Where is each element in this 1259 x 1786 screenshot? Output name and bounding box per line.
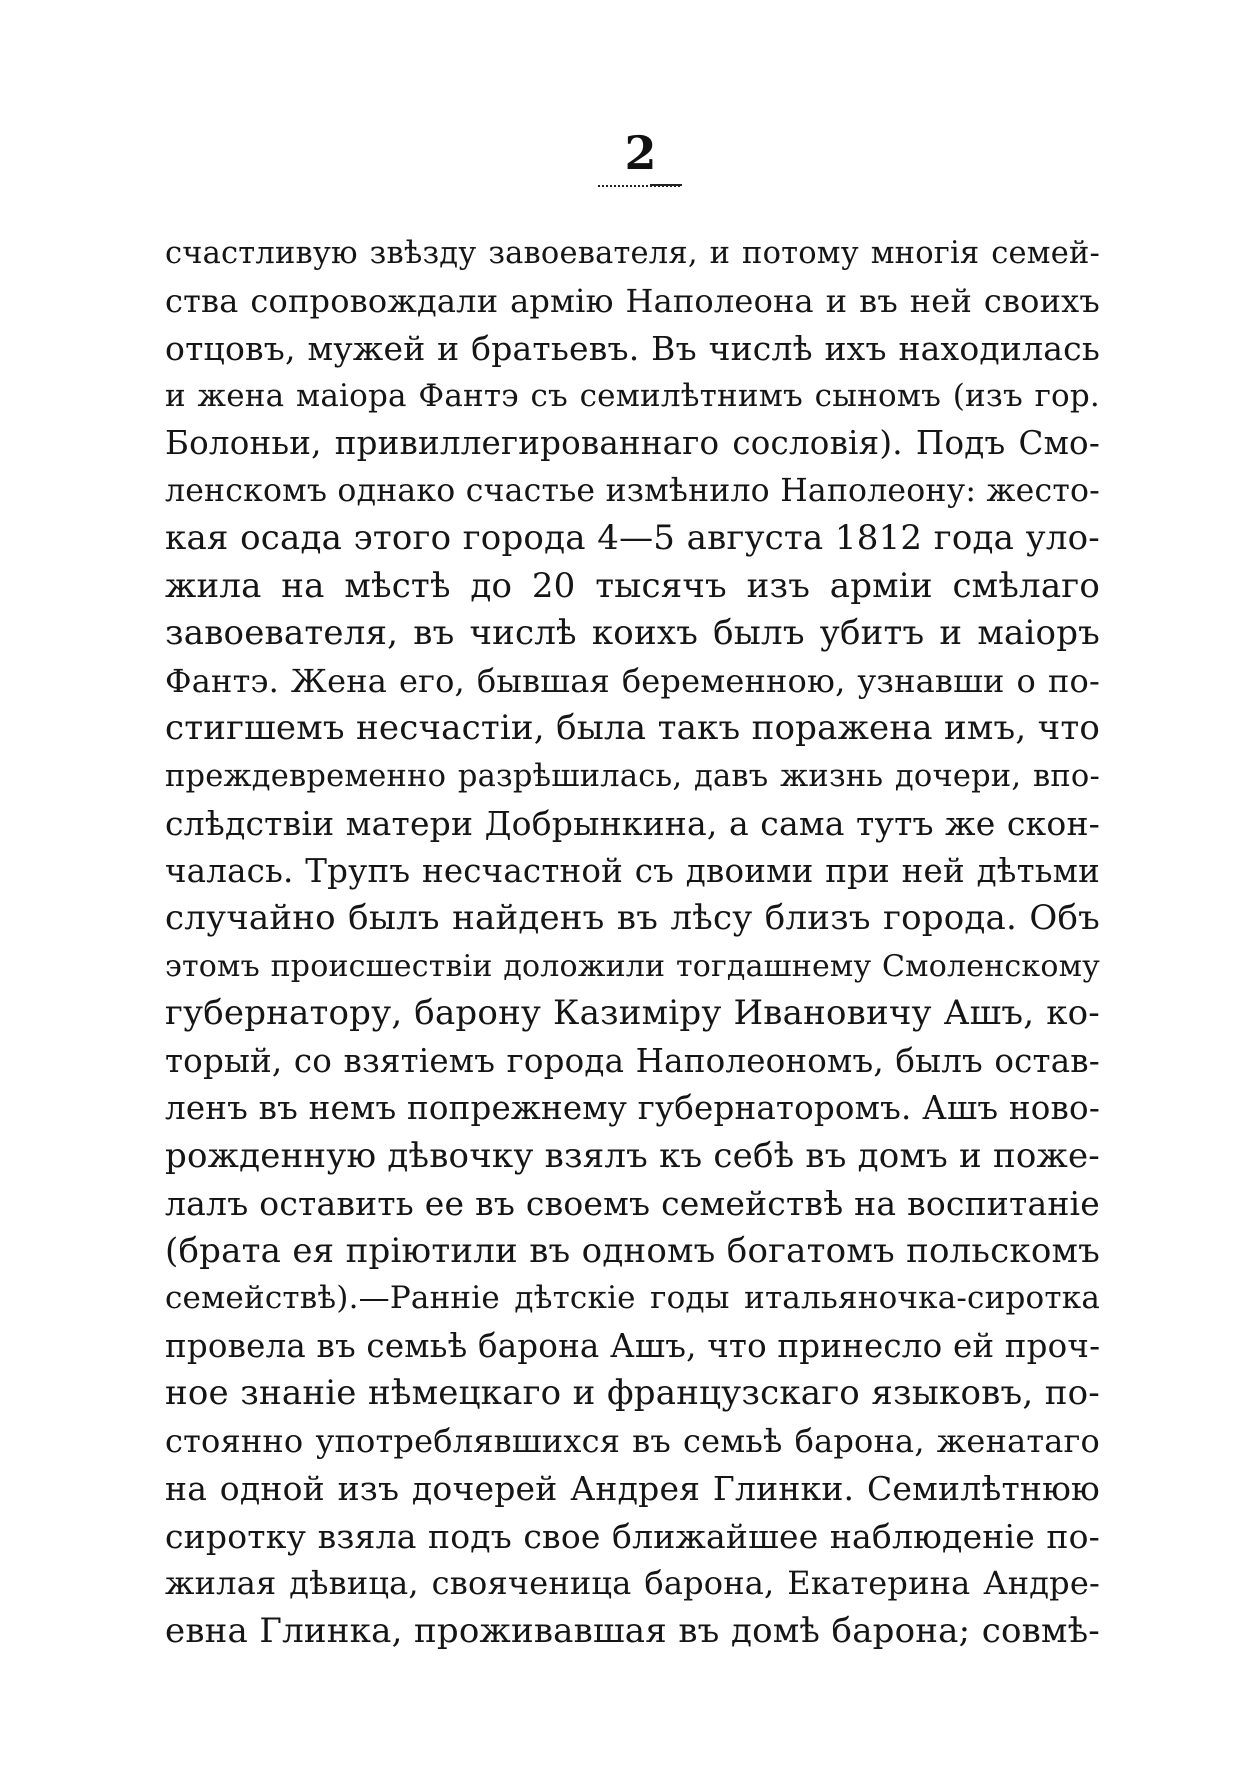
text-line: семействѣ).—Ранніе дѣтскіе годы итальяночка-сиротка bbox=[165, 1280, 1100, 1316]
text-line: стигшемъ несчастіи, была такъ поражена имъ, что bbox=[165, 708, 1100, 748]
text-line: слѣдствіи матери Добрынкина, а сама тутъ же скон- bbox=[165, 804, 1100, 843]
text-line: провела въ семьѣ барона Ашъ, что принесло ей проч- bbox=[165, 1326, 1101, 1365]
text-line: счастливую звѣзду завоевателя, и потому многія семей- bbox=[165, 236, 1100, 271]
text-line: сиротку взяла подъ свое ближайшее наблюденіе по- bbox=[165, 1516, 1100, 1556]
text-line: и жена маіора Фантэ съ семилѣтнимъ сыномъ (изъ гор. bbox=[165, 377, 1100, 414]
page-number: 2 bbox=[624, 126, 657, 180]
text-line: губернатору, барону Казиміру Ивановичу Ашъ, ко- bbox=[165, 993, 1100, 1033]
page-number-rule-solid bbox=[650, 184, 682, 186]
body-text bbox=[165, 230, 1100, 1655]
text-line: евна Глинка, проживавшая въ домѣ барона; совмѣ- bbox=[165, 1610, 1100, 1651]
text-line: торый, со взятіемъ города Наполеономъ, былъ остав- bbox=[165, 1041, 1100, 1080]
text-line: жила на мѣстѣ до 20 тысячъ изъ арміи смѣлаго bbox=[165, 565, 1100, 606]
text-line: жилая дѣвица, свояченица барона, Екатерина Андре- bbox=[165, 1564, 1100, 1602]
text-line: преждевременно разрѣшилась, давъ жизнь дочери, впо- bbox=[165, 758, 1100, 794]
text-line: случайно былъ найденъ въ лѣсу близъ города. Объ bbox=[165, 898, 1100, 938]
text-line: ленъ въ немъ попрежнему губернаторомъ. Ашъ ново- bbox=[165, 1089, 1100, 1127]
text-line: Фантэ. Жена его, бывшая беременною, узнавши о по- bbox=[165, 661, 1100, 700]
text-line: ное знаніе нѣмецкаго и французскаго языковъ, по- bbox=[165, 1373, 1100, 1413]
text-line: завоевателя, въ числѣ коихъ былъ убитъ и маіоръ bbox=[165, 613, 1100, 653]
text-line: рожденную дѣвочку взялъ къ себѣ въ домъ и поже- bbox=[165, 1135, 1100, 1176]
text-line: отцовъ, мужей и братьевъ. Въ числѣ ихъ находилась bbox=[165, 329, 1100, 368]
text-line: (брата ея пріютили въ одномъ богатомъ польскомъ bbox=[165, 1230, 1100, 1271]
text-line: этомъ происшествіи доложили тогдашнему Смоленскому bbox=[165, 948, 1100, 984]
text-line: на одной изъ дочерей Андрея Глинки. Семилѣтнюю bbox=[165, 1469, 1100, 1508]
text-line: кая осада этого города 4—5 августа 1812 года уло- bbox=[165, 518, 1100, 558]
text-line: ства сопровождали армію Наполеона и въ ней своихъ bbox=[165, 281, 1100, 320]
text-line: ленскомъ однако счастье измѣнило Наполеону: жесто- bbox=[165, 472, 1100, 509]
text-line: стоянно употреблявшихся въ семьѣ барона, женатаго bbox=[165, 1421, 1100, 1460]
text-line: лалъ оставить ее въ своемъ семействѣ на воспитаніе bbox=[165, 1184, 1100, 1223]
text-line: чалась. Трупъ несчастной съ двоими при ней дѣтьми bbox=[165, 851, 1100, 890]
text-line: Болоньи, привиллегированнаго сословія). Подъ Смо- bbox=[165, 424, 1100, 462]
